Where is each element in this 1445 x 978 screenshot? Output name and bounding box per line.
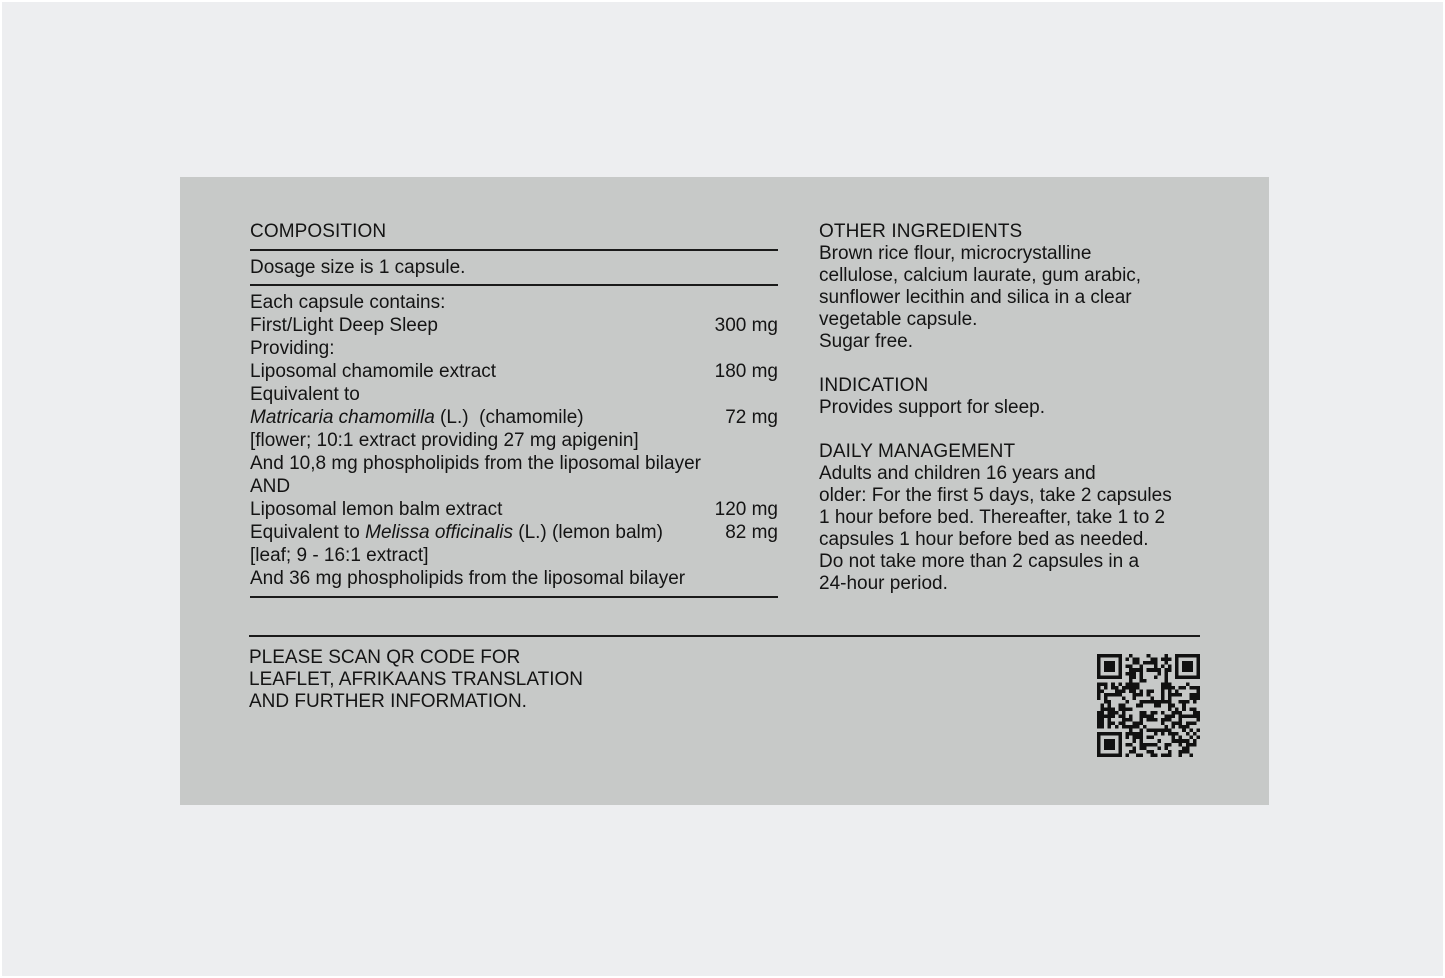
chamomile-amount: 72 mg — [725, 407, 778, 428]
row-amount: 300 mg — [714, 315, 778, 336]
composition-table — [250, 286, 778, 596]
melissa-label — [250, 521, 663, 544]
chamomile-common-name: (L.) (chamomile) — [434, 407, 584, 428]
dosage-text: Dosage size is 1 capsule. — [250, 257, 466, 278]
chamomile-latin-name: Matricaria chamomilla — [250, 407, 435, 428]
footer-rule — [249, 635, 1200, 637]
phospholipids-note-2: And 36 mg phospholipids from the liposomal bilayer — [250, 568, 686, 589]
row-label: First/Light Deep Sleep — [250, 315, 438, 336]
indication-section — [819, 375, 1199, 419]
daily-management-line: Do not take more than 2 capsules in a — [819, 551, 1140, 572]
daily-management-line: capsules 1 hour before bed as needed. — [819, 529, 1149, 550]
other-ingredients-heading: OTHER INGREDIENTS — [819, 221, 1023, 242]
other-ingredients-line: cellulose, calcium laurate, gum arabic, — [819, 265, 1142, 286]
leaf-note: [leaf; 9 - 16:1 extract] — [250, 545, 429, 566]
page-background — [2, 2, 1443, 976]
daily-management-section — [819, 441, 1199, 595]
daily-management-line: 1 hour before bed. Thereafter, take 1 to 2 — [819, 507, 1166, 528]
phospholipids-note-1: And 10,8 mg phospholipids from the liposomal bilayer — [250, 453, 701, 474]
and-separator: AND — [250, 476, 291, 497]
row-label: Providing: — [250, 338, 335, 359]
scan-line: LEAFLET, AFRIKAANS TRANSLATION — [249, 669, 584, 690]
lemon-balm-label: Liposomal lemon balm extract — [250, 499, 503, 520]
daily-management-line: older: For the first 5 days, take 2 capsules — [819, 485, 1172, 506]
chamomile-row — [250, 406, 778, 429]
melissa-row — [250, 521, 778, 544]
info-column — [819, 221, 1199, 617]
other-ingredients-line: Brown rice flour, microcrystalline — [819, 243, 1092, 264]
composition-row — [250, 383, 778, 406]
chamomile-label — [250, 406, 584, 429]
melissa-latin-name: Melissa officinalis — [365, 522, 513, 543]
melissa-common-name: (L.) (lemon balm) — [512, 522, 663, 543]
composition-row — [250, 314, 778, 337]
scan-line: AND FURTHER INFORMATION. — [249, 691, 527, 712]
composition-section — [250, 221, 778, 598]
other-ingredients-section — [819, 221, 1199, 353]
scan-instructions — [249, 647, 649, 713]
row-amount: 180 mg — [714, 361, 778, 382]
other-ingredients-line: Sugar free. — [819, 331, 913, 352]
row-label: Equivalent to — [250, 384, 360, 405]
melissa-prefix: Equivalent to — [250, 522, 366, 543]
qr-code-icon[interactable] — [1097, 654, 1200, 757]
daily-management-line: 24-hour period. — [819, 573, 948, 594]
composition-row — [250, 337, 778, 360]
composition-row — [250, 360, 778, 383]
composition-heading: COMPOSITION — [250, 221, 387, 242]
indication-heading: INDICATION — [819, 375, 929, 396]
lemon-balm-row — [250, 498, 778, 521]
other-ingredients-line: sunflower lecithin and silica in a clear — [819, 287, 1132, 308]
row-label: Liposomal chamomile extract — [250, 361, 497, 382]
other-ingredients-line: vegetable capsule. — [819, 309, 978, 330]
product-label-panel — [180, 177, 1269, 805]
composition-bottom-rule — [250, 596, 778, 598]
indication-text: Provides support for sleep. — [819, 397, 1046, 418]
melissa-amount: 82 mg — [725, 522, 778, 543]
scan-line: PLEASE SCAN QR CODE FOR — [249, 647, 521, 668]
lemon-balm-amount: 120 mg — [714, 499, 778, 520]
flower-note: [flower; 10:1 extract providing 27 mg apigenin] — [250, 430, 639, 451]
each-capsule-contains: Each capsule contains: — [250, 292, 446, 313]
daily-management-heading: DAILY MANAGEMENT — [819, 441, 1016, 462]
daily-management-line: Adults and children 16 years and — [819, 463, 1096, 484]
